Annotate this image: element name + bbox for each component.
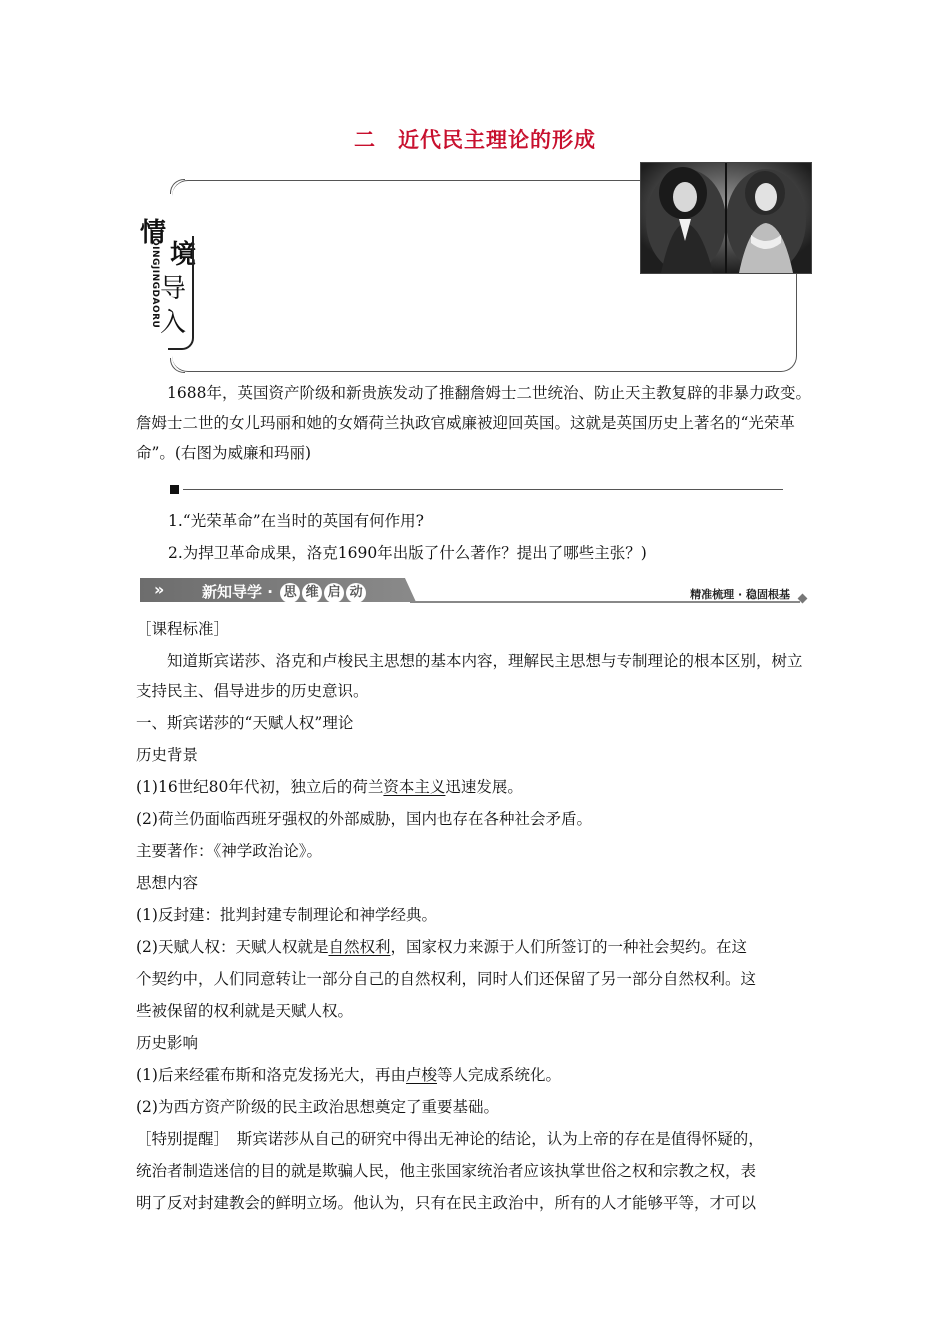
badge-char-2: 境 — [170, 240, 197, 270]
curriculum-standard-text: 知道斯宾诺莎、洛克和卢梭民主思想的基本内容，理解民主思想与专制理论的根本区别，树立支持民主、倡导进步的历史意识。 — [136, 652, 803, 700]
background-item-2: (2)荷兰仍面临西班牙强权的外部威胁，国内也存在各种社会矛盾。 — [136, 810, 592, 828]
double-chevron-icon: » — [154, 580, 165, 599]
question-1: 1.“光荣革命”在当时的英国有何作用? — [168, 512, 424, 530]
underlined-term: 卢梭 — [405, 1066, 437, 1084]
underlined-term: 资本主义 — [383, 778, 446, 796]
badge-char-3: 导 — [160, 274, 187, 304]
banner-bullet-4: 动 — [346, 583, 366, 603]
idea-item-2-line-2: 个契约中，人们同意转让一部分自己的自然权利，同时人们还保留了另一部分自然权利。这 — [136, 970, 757, 988]
influence-item-1: (1)后来经霍布斯和洛克发扬光大，再由卢梭等人完成系统化。 — [136, 1066, 561, 1084]
badge-pinyin: QINGJINGDAORU — [150, 238, 160, 329]
section-1-heading: 一、斯宾诺莎的“天赋人权”理论 — [136, 714, 354, 732]
special-tip-line-2: 统治者制造迷信的目的就是欺骗人民，他主张国家统治者应该执掌世俗之权和宗教之权，表 — [136, 1162, 757, 1180]
influence-heading: 历史影响 — [136, 1034, 199, 1052]
banner-bullet-3: 启 — [324, 583, 344, 603]
idea-item-2: (2)天赋人权：天赋人权就是自然权利，国家权力来源于人们所签订的一种社会契约。在这 — [136, 938, 747, 956]
ideas-heading: 思想内容 — [136, 874, 199, 892]
influence-item-2: (2)为西方资产阶级的民主政治思想奠定了重要基础。 — [136, 1098, 499, 1116]
background-heading: 历史背景 — [136, 746, 199, 764]
badge-char-4: 入 — [160, 308, 187, 338]
badge-char-1: 情 — [140, 218, 167, 248]
square-bullet-icon — [170, 485, 179, 494]
background-item-1: (1)16世纪80年代初，独立后的荷兰资本主义迅速发展。 — [136, 778, 523, 796]
banner-label: 新知导学 — [202, 583, 263, 601]
banner-bullet-1: 思 — [280, 583, 300, 603]
idea-item-2-line-3: 些被保留的权利就是天赋人权。 — [136, 1002, 354, 1020]
special-tip-line-3: 明了反对封建教会的鲜明立场。他认为，只有在民主政治中，所有的人才能够平等，才可以 — [136, 1194, 757, 1212]
idea-item-1: (1)反封建：批判封建专制理论和神学经典。 — [136, 906, 437, 924]
banner-dot: · — [267, 583, 273, 601]
banner-bullet-2: 维 — [302, 583, 322, 603]
underlined-term: 自然权利 — [328, 938, 391, 956]
page-title: 二 近代民主理论的形成 — [354, 128, 596, 152]
main-work: 主要著作：《神学政治论》。 — [136, 842, 323, 860]
intro-paragraph: 1688年，英国资产阶级和新贵族发动了推翻詹姆士二世统治、防止天主教复辟的非暴力政变。詹姆士二世的女儿玛丽和她的女婿荷兰执政官威廉被迎回英国。这就是英国历史上著名的“光荣革命”。(右图为威廉和玛丽) — [136, 384, 811, 462]
curriculum-standard-heading: ［课程标准］ — [136, 620, 230, 638]
question-2: 2.为捍卫革命成果，洛克1690年出版了什么著作？提出了哪些主张？) — [168, 544, 647, 562]
banner-subtitle: 精准梳理 · 稳固根基 — [690, 588, 790, 601]
new-knowledge-banner — [140, 578, 810, 604]
special-tip-line-1: ［特别提醒］ 斯宾诺莎从自己的研究中得出无神论的结论，认为上帝的存在是值得怀疑的， — [136, 1130, 764, 1148]
section-divider — [170, 482, 790, 498]
portrait-william-and-mary — [640, 162, 812, 274]
